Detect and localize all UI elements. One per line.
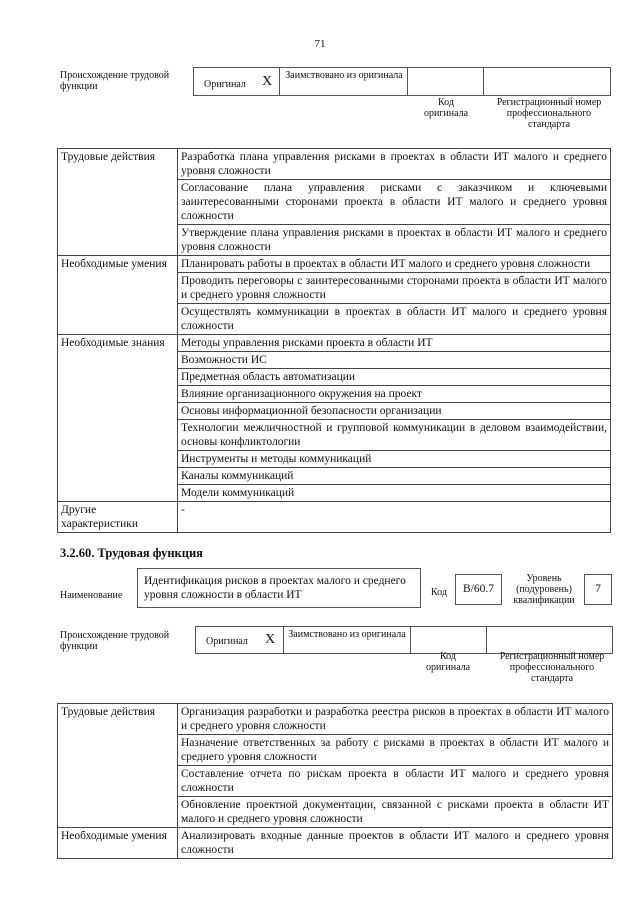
function-table-1 [57, 148, 611, 533]
qualification-level: 7 [584, 574, 612, 605]
original-label: Оригинал [204, 79, 246, 90]
table-cell: Методы управления рисками проекта в области ИТ [178, 335, 611, 352]
table-cell: Анализировать входные данные проектов в области ИТ малого и среднего уровня сложности [178, 828, 613, 859]
original-mark: Х [265, 632, 276, 647]
table-cell: Проводить переговоры с заинтересованными сторонами проекта в области ИТ малого и среднего уровня сложности [178, 273, 611, 304]
row-label: Трудовые действия [58, 704, 178, 828]
table-cell: Согласование плана управления рисками с заказчиком и ключевыми заинтересованными сторонами проекта в области ИТ малого и среднего уровня сложности [178, 180, 611, 225]
reg-caption: Регистрационный номер профессионального стандарта [499, 651, 605, 684]
origin-label: Происхождение трудовой функции [60, 630, 170, 652]
table-row [58, 256, 611, 273]
table-cell: Основы информационной безопасности организации [178, 403, 611, 420]
page-number: 71 [314, 38, 326, 50]
table-cell: Планировать работы в проектах в области ИТ малого и среднего уровня сложности [178, 256, 611, 273]
code-caption: Код оригинала [423, 97, 469, 119]
code-caption: Код оригинала [425, 651, 471, 673]
table-cell: Влияние организационного окружения на проект [178, 386, 611, 403]
function-code: B/60.7 [455, 574, 502, 605]
divider [407, 67, 408, 96]
divider [483, 67, 484, 96]
row-label: Необходимые умения [58, 828, 178, 859]
table-row [58, 704, 613, 735]
origin-label: Происхождение трудовой функции [60, 70, 170, 92]
table-row [58, 335, 611, 352]
row-label: Другие характеристики [58, 502, 178, 533]
table-cell: Составление отчета по рискам проекта в области ИТ малого и среднего уровня сложности [178, 766, 613, 797]
level-label: Уровень (подуровень) квалификации [513, 573, 575, 606]
row-label: Трудовые действия [58, 149, 178, 256]
table-cell: Организация разработки и разработка реестра рисков в проектах в области ИТ малого и среднего уровня сложности [178, 704, 613, 735]
table-cell: Модели коммуникаций [178, 485, 611, 502]
divider [279, 67, 280, 96]
table-cell: Утверждение плана управления рисками в проектах в области ИТ малого и среднего уровня сложности [178, 225, 611, 256]
borrowed-label: Заимствовано из оригинала [285, 70, 403, 81]
table-cell: - [178, 502, 611, 533]
table-row [58, 149, 611, 180]
section-title: 3.2.60. Трудовая функция [60, 546, 203, 560]
table-cell: Предметная область автоматизации [178, 369, 611, 386]
function-name: Идентификация рисков в проектах малого и среднего уровня сложности в области ИТ [137, 568, 421, 608]
table-row [58, 828, 613, 859]
table-cell: Назначение ответственных за работу с рисками в проектах в области ИТ малого и среднего уровня сложности [178, 735, 613, 766]
divider [410, 626, 411, 654]
divider [283, 626, 284, 654]
reg-caption: Регистрационный номер профессионального стандарта [496, 97, 602, 130]
borrowed-label: Заимствовано из оригинала [288, 629, 406, 640]
original-mark: Х [262, 74, 273, 89]
row-label: Необходимые знания [58, 335, 178, 502]
table-cell: Осуществлять коммуникации в проектах в области ИТ малого и среднего уровня сложности [178, 304, 611, 335]
original-label: Оригинал [206, 636, 248, 647]
name-label: Наименование [60, 590, 123, 601]
divider [486, 626, 487, 654]
table-cell: Технологии межличностной и групповой коммуникации в деловом взаимодействии, основы конфликтологии [178, 420, 611, 451]
table-cell: Каналы коммуникаций [178, 468, 611, 485]
table-row [58, 502, 611, 533]
table-cell: Разработка плана управления рисками в проектах в области ИТ малого и среднего уровня сложности [178, 149, 611, 180]
table-cell: Обновление проектной документации, связанной с рисками проекта в области ИТ малого и среднего уровня сложности [178, 797, 613, 828]
table-cell: Возможности ИС [178, 352, 611, 369]
table-cell: Инструменты и методы коммуникаций [178, 451, 611, 468]
row-label: Необходимые умения [58, 256, 178, 335]
function-table-2 [57, 703, 613, 859]
code-label: Код [431, 587, 447, 598]
